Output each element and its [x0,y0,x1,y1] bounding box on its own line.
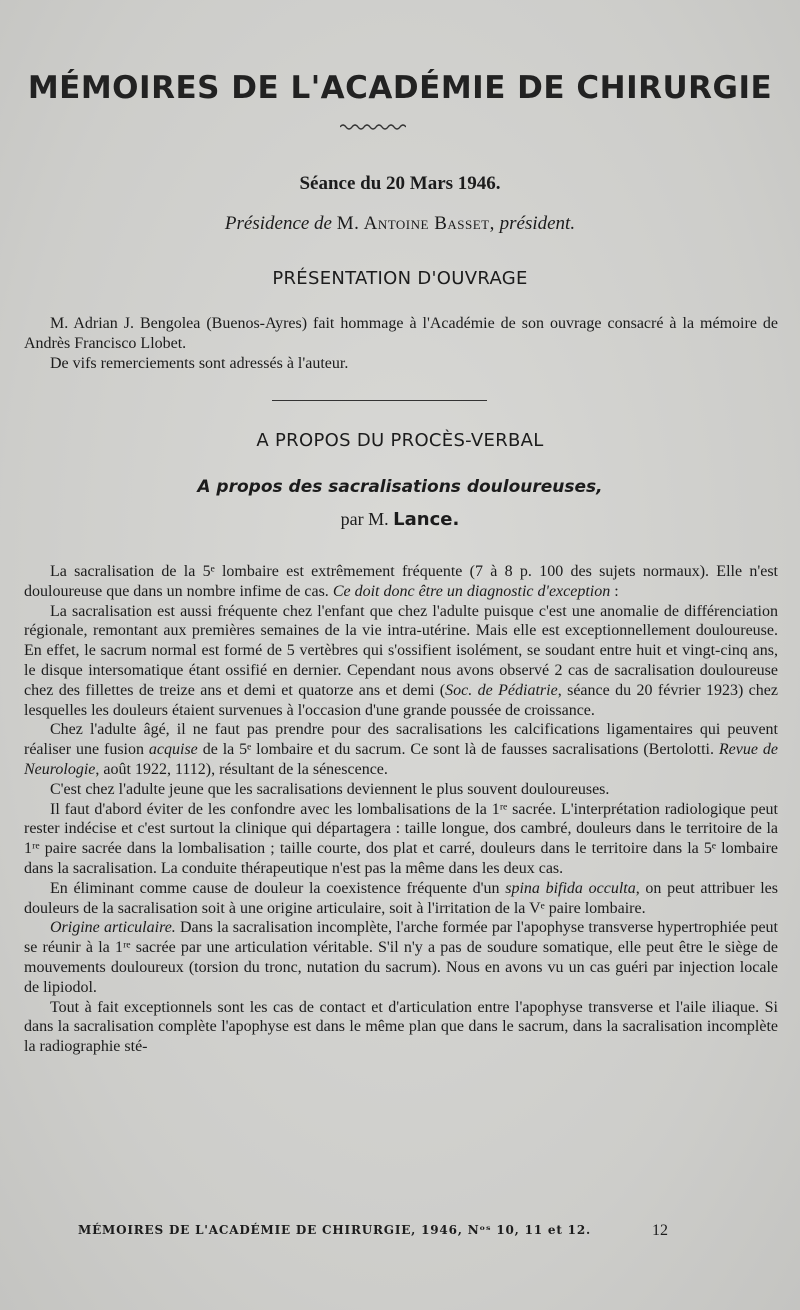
journal-title: MÉMOIRES DE L'ACADÉMIE DE CHIRURGIE [27,70,773,106]
president-name: M. Antoine Basset, [336,213,495,234]
body-paragraph: Il faut d'abord éviter de les confondre avec les lombalisations de la 1ʳᵉ sacrée. L'interprétation radiologique peut rester indécise et c'est surtout la clinique qui départagera : taille longue, dos cambré, douleurs dans le territoire de la 1ʳᵉ paire sacrée dans la lombalisation ; taille courte, dos plat et carré, douleurs dans le territoire dans la 5ᵉ lombaire dans la sacralisation. La conduite thérapeutique n'est pas la même dans les deux cas. [24,800,778,877]
body-paragraph [24,879,778,919]
seance-date: Séance du 20 Mars 1946. [299,173,501,194]
article-author [0,509,800,530]
body-text: La sacralisation est aussi fréquente chez l'enfant que chez l'adulte puisque c'est une anomalie de différenciation régionale, remontant aux premières semaines de la vie intra-utérine. Mais elle est exceptionnellement douloureuse. En effet, le sacrum normal est formé de 5 vertèbres qui s'ossifient isolément, se soudant entre huit et vingt-cinq ans, le disque intersomatique étant ossifié en dernier. Cependant nous avons observé 2 cas de sacralisation douloureuse chez des fillettes de treize ans et demi et quatorze ans et demi ( [24,602,778,699]
body-text: Dans la sacralisation incomplète, l'arche formée par l'apophyse transverse hypertrophiée peut se réunir à la 1ʳᵉ sacrée par une articulation véritable. S'il n'y a pas de soudure somatique, elle peut être le siège de mouvements douloureux (torsion du tronc, nutation du sacrum). Nous en avons vu un cas guéri par injection locale de lipiodol. [24,919,778,996]
presentation-section [24,314,778,373]
page-number: 12 [652,1222,668,1239]
body-paragraph [24,562,778,602]
title-ornament [340,123,406,131]
presentation-paragraph: M. Adrian J. Bengolea (Buenos-Ayres) fait hommage à l'Académie de son ouvrage consacré à la mémoire de Andrès Francisco Llobet. [24,315,778,352]
body-text: : [610,582,619,600]
body-italic: Ce doit donc être un diagnostic d'exception [332,582,611,600]
body-text: En éliminant comme cause de douleur la coexistence fréquente d'un [50,879,506,897]
author-name: Lance. [393,509,460,530]
body-text: , on peut attribuer les douleurs de la sacralisation soit à une origine articulaire, soit à l'irritation de la Vᵉ paire lombaire. [24,879,779,917]
body-text: , août 1922, 1112), résultant de la sénescence. [95,760,388,778]
presentation-paragraph: De vifs remerciements sont adressés à l'auteur. [50,354,349,372]
body-italic: Origine articulaire. [50,919,176,937]
body-paragraph: Tout à fait exceptionnels sont les cas de contact et d'articulation entre l'apophyse transverse et l'aile iliaque. Si dans la sacralisation complète l'apophyse est dans le même plan que dans le sacrum, dans la sacralisation incomplète la radiographie sté- [24,998,778,1056]
section-divider [272,400,487,401]
body-paragraph [24,720,778,779]
footer-citation: MÉMOIRES DE L'ACADÉMIE DE CHIRURGIE, 1946, Nᵒˢ 10, 11 et 12. [78,1223,591,1237]
body-text: de la 5ᵉ lombaire et du sacrum. Ce sont là de fausses sacralisations (Bertolotti. [197,741,719,759]
presidence-prefix: Présidence de [224,213,332,234]
presidence-suffix: président. [499,213,576,234]
presentation-heading: PRÉSENTATION D'OUVRAGE [272,268,528,289]
body-italic: Revue de Neurologie [24,741,778,778]
body-paragraph [24,918,778,997]
presidence-line [0,213,800,235]
body-text: , séance du 20 février 1923) chez lesquelles les douleurs étaient survenues à l'occasion d'une grande poussée de croissance. [24,681,778,719]
body-italic: Soc. de Pédiatrie [445,681,558,699]
body-paragraph: C'est chez l'adulte jeune que les sacralisations deviennent le plus souvent douloureuses. [50,780,610,798]
article-subtitle: A propos des sacralisations douloureuses, [197,477,603,497]
body-text: Chez l'adulte âgé, il ne faut pas prendre pour des sacralisations les calcifications ligamentaires qui peuvent réaliser une fusion [24,721,778,759]
body-text: La sacralisation de la 5ᵉ lombaire est extrêmement fréquente (7 à 8 p. 100 des sujets normaux). Elle n'est douloureuse que dans un nombre infime de cas. [24,563,778,600]
article-body [24,562,778,1057]
body-italic: acquise [148,741,198,759]
author-prefix: par M. [340,509,389,529]
body-italic: spina bifida occulta [505,879,636,897]
proces-verbal-heading: A PROPOS DU PROCÈS-VERBAL [256,430,544,451]
body-paragraph [24,602,778,721]
